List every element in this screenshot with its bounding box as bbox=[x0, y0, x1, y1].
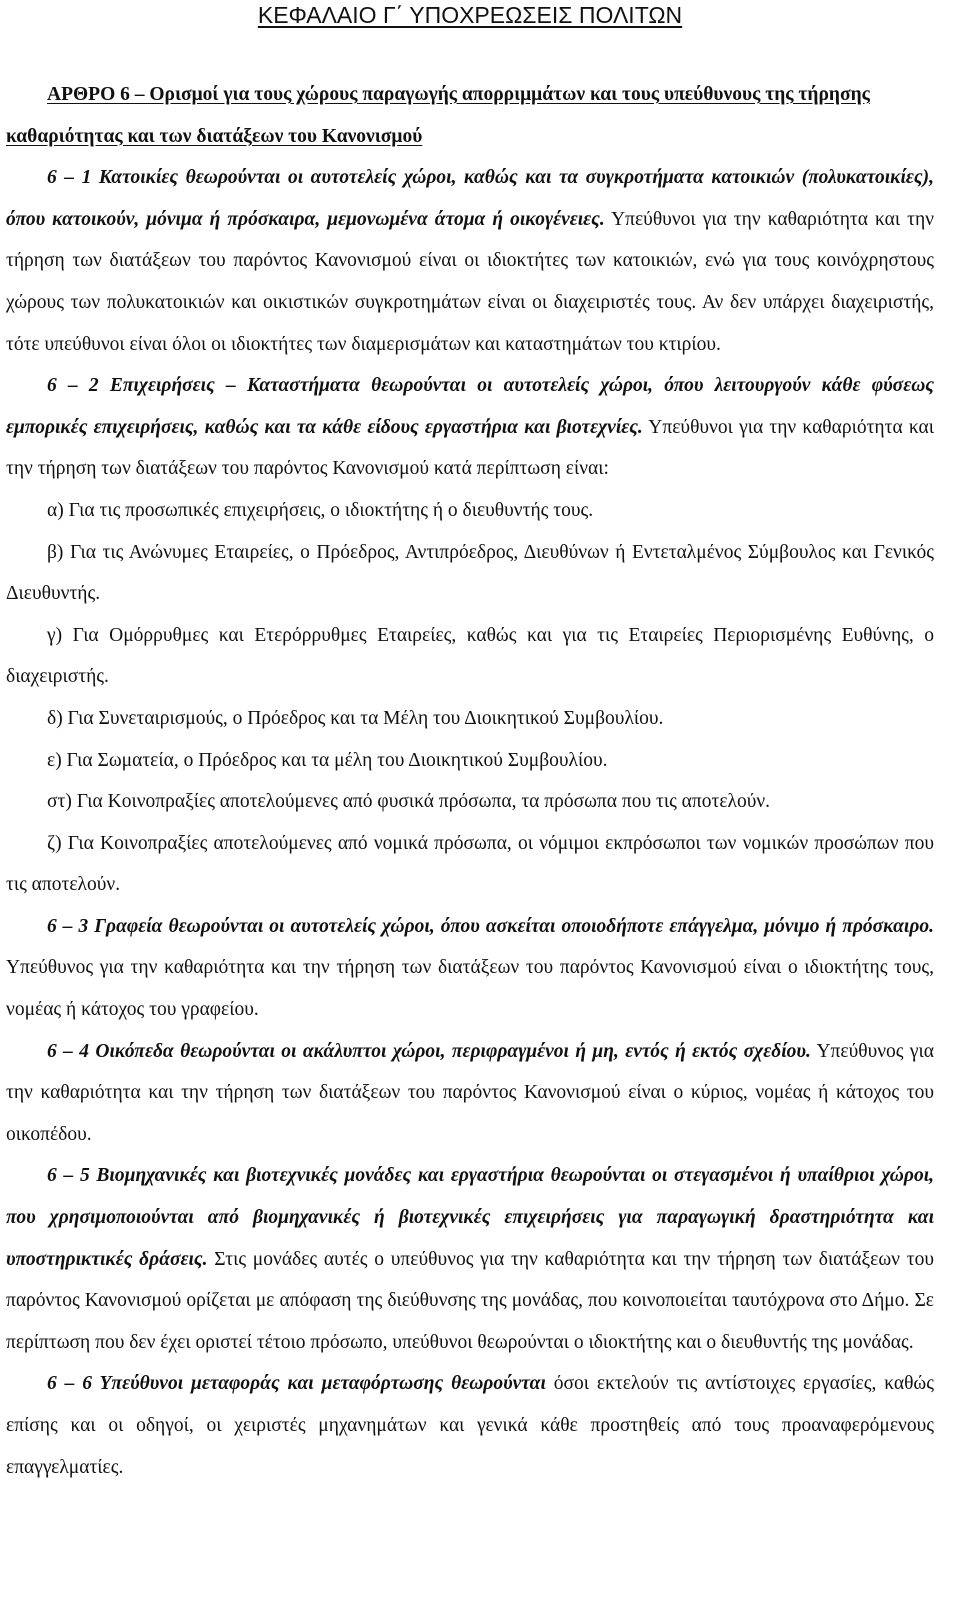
list-item-z: ζ) Για Κοινοπραξίες αποτελούμενες από νομικά πρόσωπα, οι νόμιμοι εκπρόσωποι των νομικών προσώπων που τις αποτελούν. bbox=[6, 832, 934, 896]
section-6-3 bbox=[6, 906, 934, 1031]
article-heading: ΑΡΘΡΟ 6 – Ορισμοί για τους χώρους παραγωγής απορριμμάτων και τους υπεύθυνους της τήρησης καθαριότητας και των διατάξεων του Κανονισμού bbox=[6, 84, 870, 147]
section-6-5-heading: 6 – 5 Βιομηχανικές και βιοτεχνικές μονάδες και εργαστήρια θεωρούνται οι στεγασμένοι ή υπαίθριοι χώροι, που χρησιμοποιούνται από βιομηχανικές ή βιοτεχνικές επιχειρήσεις για παραγωγική δραστηριότητα και υποστηρικτικές δράσεις. bbox=[6, 1165, 934, 1270]
section-6-4 bbox=[6, 1031, 934, 1156]
section-6-1 bbox=[6, 157, 934, 365]
list-item-d: δ) Για Συνεταιρισμούς, ο Πρόεδρος και τα Μέλη του Διοικητικού Συμβουλίου. bbox=[47, 707, 664, 729]
chapter-title: ΚΕΦΑΛΑΙΟ Γ΄ ΥΠΟΧΡΕΩΣΕΙΣ ΠΟΛΙΤΩΝ bbox=[257, 2, 683, 28]
section-6-1-heading: 6 – 1 Κατοικίες θεωρούνται οι αυτοτελείς χώροι, καθώς και τα συγκροτήματα κατοικιών (πολυκατοικίες), όπου κατοικούν, μόνιμα ή πρόσκαιρα, μεμονωμένα άτομα ή οικογένειες. bbox=[6, 167, 934, 230]
section-6-4-heading: 6 – 4 Οικόπεδα θεωρούνται οι ακάλυπτοι χώροι, περιφραγμένοι ή μη, εντός ή εκτός σχεδίου. bbox=[47, 1040, 811, 1062]
list-item-e: ε) Για Σωματεία, ο Πρόεδρος και τα μέλη του Διοικητικού Συμβουλίου. bbox=[47, 749, 608, 771]
list-item-c: γ) Για Ομόρρυθμες και Ετερόρρυθμες Εταιρείες, καθώς και για τις Εταιρείες Περιορισμένης Ευθύνης, ο διαχειριστής. bbox=[6, 624, 934, 688]
section-6-6-body: όσοι εκτελούν τις αντίστοιχες εργασίες, καθώς επίσης και οι οδηγοί, οι χειριστές μηχανημάτων και γενικά κάθε προστηθείς από τους προαναφερόμενους επαγγελματίες. bbox=[6, 1373, 934, 1478]
section-6-4-body: Υπεύθυνος για την καθαριότητα και την τήρηση των διατάξεων του παρόντος Κανονισμού είναι ο κύριος, νομέας ή κάτοχος του οικοπέδου. bbox=[6, 1040, 934, 1145]
section-6-6-heading: 6 – 6 Υπεύθυνοι μεταφοράς και μεταφόρτωσης θεωρούνται bbox=[47, 1373, 546, 1395]
section-6-6 bbox=[6, 1363, 934, 1488]
section-6-5 bbox=[6, 1155, 934, 1363]
section-6-2-heading: 6 – 2 Επιχειρήσεις – Καταστήματα θεωρούνται οι αυτοτελείς χώροι, όπου λειτουργούν κάθε φύσεως εμπορικές επιχειρήσεις, καθώς και τα κάθε είδους εργαστήρια και βιοτεχνίες. bbox=[6, 375, 934, 438]
section-6-3-heading: 6 – 3 Γραφεία θεωρούνται οι αυτοτελείς χώροι, όπου ασκείται οποιοδήποτε επάγγελμα, μόνιμο ή πρόσκαιρο. bbox=[47, 915, 934, 937]
list-item-b: β) Για τις Ανώνυμες Εταιρείες, ο Πρόεδρος, Αντιπρόεδρος, Διευθύνων ή Εντεταλμένος Σύμβουλος και Γενικός Διευθυντής. bbox=[6, 541, 934, 605]
list-item-a: α) Για τις προσωπικές επιχειρήσεις, ο ιδιοκτήτης ή ο διευθυντής τους. bbox=[47, 499, 594, 521]
section-6-2-body: Υπεύθυνοι για την καθαριότητα και την τήρηση των διατάξεων του παρόντος Κανονισμού κατά περίπτωση είναι: bbox=[6, 416, 934, 480]
section-6-2 bbox=[6, 365, 934, 490]
section-6-3-body: Υπεύθυνος για την καθαριότητα και την τήρηση των διατάξεων του παρόντος Κανονισμού είναι ο ιδιοκτήτης τους, νομέας ή κάτοχος του γραφείου. bbox=[6, 957, 934, 1021]
section-6-5-body: Στις μονάδες αυτές ο υπεύθυνος για την καθαριότητα και την τήρηση των διατάξεων του παρόντος Κανονισμού ορίζεται με απόφαση της διεύθυνσης της μονάδας, που κοινοποιείται ταυτόχρονα στο Δήμο. Σε περίπτωση που δεν έχει οριστεί τέτοιο πρόσωπο, υπεύθυνοι θεωρούνται ο ιδιοκτήτης και ο διευθυντής της μονάδας. bbox=[6, 1248, 934, 1353]
list-item-st: στ) Για Κοινοπραξίες αποτελούμενες από φυσικά πρόσωπα, τα πρόσωπα που τις αποτελούν. bbox=[47, 791, 771, 813]
section-6-1-body: Υπεύθυνοι για την καθαριότητα και την τήρηση των διατάξεων του παρόντος Κανονισμού είναι οι ιδιοκτήτες των κατοικιών, ενώ για τους κοινόχρηστους χώρους των πολυκατοικιών και οικιστικών συγκροτημάτων είναι οι διαχειριστές τους. Αν δεν υπάρχει διαχειριστής, τότε υπεύθυνοι είναι όλοι οι ιδιοκτήτες των διαμερισμάτων και καταστημάτων του κτιρίου. bbox=[6, 208, 934, 355]
